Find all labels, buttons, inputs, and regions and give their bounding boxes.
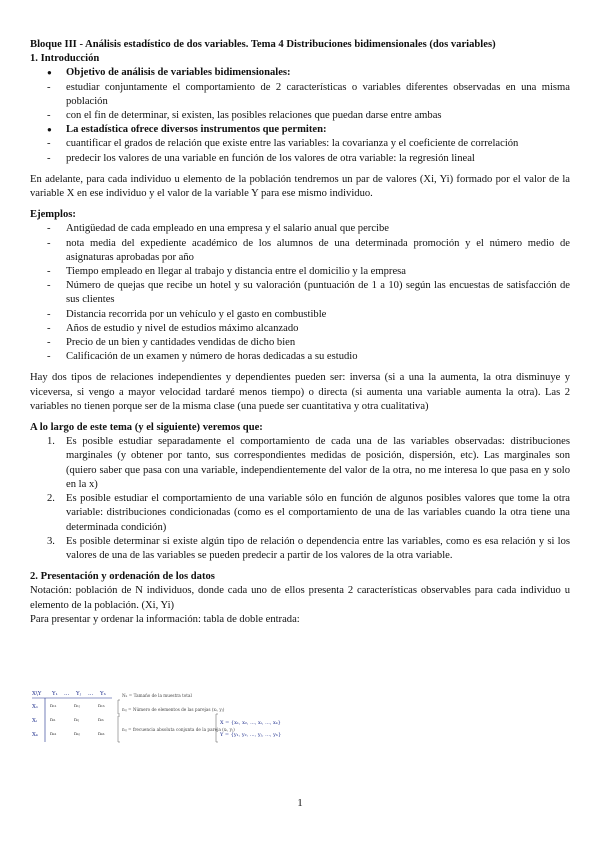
row-label: Xᵢ: [32, 718, 38, 724]
examples-heading: Ejemplos:: [30, 209, 76, 221]
cell-value: nₖₕ: [98, 732, 105, 737]
cell-value: nₖⱼ: [74, 732, 80, 737]
cell-value: n₁₁: [50, 704, 57, 709]
set-y: Y = {y₁, y₂, ..., yⱼ, ..., yₕ}: [220, 732, 282, 738]
topic-overview-heading: A lo largo de este tema (y el siguiente) veremos que:: [30, 422, 263, 434]
cell-value: n₁ⱼ: [74, 704, 81, 709]
double-entry-table-figure: [30, 688, 330, 748]
list-item: 2. Es posible estudiar el comportamiento de una variable sólo en función de algunos posibles valores que tome la otra variable: distribuciones condicionadas (como es el comportamiento de una de las variables cuando la otra tiene una determinada condición): [47, 493, 570, 533]
figure-note: Nₙ = Tamaño de la muestra total: [122, 693, 192, 698]
objective-bullet-list: [30, 66, 570, 80]
col-label: Y₁: [52, 691, 58, 697]
page-number: 1: [297, 797, 303, 809]
list-item: - nota media del expediente académico de los alumnos de una determinada promoción y el número medio de asignaturas aprobadas por año: [30, 237, 570, 265]
list-item: - con el fin de determinar, si existen, las posibles relaciones que puedan darse entre ambas: [30, 109, 570, 123]
set-x: X = {x₁, x₂, ..., xᵢ, ..., xₖ}: [220, 720, 281, 726]
corner-label: X\Y: [32, 691, 42, 697]
section-presentacion: 2. Presentación y ordenación de los datos: [30, 571, 215, 583]
list-item: - predecir los valores de una variable en función de los valores de otra variable: la regresión lineal: [30, 152, 570, 166]
list-item: - Años de estudio y nivel de estudios máximo alcanzado: [30, 322, 570, 336]
row-label: Xₖ: [32, 732, 38, 738]
topic-overview-list: [30, 435, 570, 563]
col-label: ...: [64, 691, 70, 697]
col-label: ...: [88, 691, 94, 697]
list-item: - Precio de un bien y cantidades vendidas de dicho bien: [30, 336, 570, 350]
cell-value: n₁ₕ: [98, 704, 105, 709]
list-item: - Antigüedad de cada empleado en una empresa y el salario anual que percibe: [30, 222, 570, 236]
tools-list: [30, 137, 570, 165]
list-item: - Distancia recorrida por un vehículo y el gasto en combustible: [30, 308, 570, 322]
list-item: - Tiempo empleado en llegar al trabajo y distancia entre el domicilio y la empresa: [30, 265, 570, 279]
tools-heading: ● La estadística ofrece diversos instrumentos que permiten:: [30, 123, 570, 137]
row-label: X₁: [32, 704, 39, 710]
cell-value: nᵢₕ: [98, 718, 104, 723]
list-item: - estudiar conjuntamente el comportamiento de 2 características o variables diferentes observadas en una misma población: [30, 81, 570, 109]
objective-list: [30, 81, 570, 124]
figure-note: nᵢⱼ = frecuencia absoluta conjunta de la pareja (xᵢ, yⱼ): [122, 727, 235, 732]
section-introduccion: 1. Introducción: [30, 53, 100, 65]
relation-types-paragraph: Hay dos tipos de relaciones independientes y dependientes pueden ser: inversa (si a una la aumenta, la otra disminuye y viceversa, si vengo a mayor velocidad tardaré menos tiempo) o directa (si aumenta una variable aumenta la otra). Las 2 variables no tienen porque ser de la misma clase (una puede ser cuantitativa y otra cualitativa): [30, 372, 570, 412]
pairs-paragraph: En adelante, para cada individuo u elemento de la población tendremos un par de valores (Xi, Yi) formado por el valor de la variable X en ese individuo y el valor de la variable Y para ese mismo individuo.: [30, 173, 570, 200]
list-item: 1. Es posible estudiar separadamente el comportamiento de cada una de las variables observadas: distribuciones marginales (y obtener por tanto, sus correspondientes medidas de posición, dispersión, etc). Las marginales son (quiero saber que pasa con una variable, independientemente del valor de la otra, no me interesa lo que pasa en y solo en la x): [47, 436, 570, 490]
cell-value: nₖ₁: [50, 732, 57, 737]
table-intro-text: Para presentar y ordenar la información: tabla de doble entrada:: [30, 613, 300, 625]
cell-value: nᵢⱼ: [74, 718, 80, 723]
examples-list: [30, 222, 570, 364]
document-title: Bloque III - Análisis estadístico de dos variables. Tema 4 Distribuciones bidimensionales (dos variables): [30, 39, 496, 50]
list-item: - Calificación de un examen y número de horas dedicadas a su estudio: [30, 350, 570, 364]
list-item: - Número de quejas que recibe un hotel y su valoración (puntuación de 1 a 10) según las encuestas de satisfacción de sus clientes: [30, 279, 570, 307]
figure-note: nᵢⱼ = Número de elementos de las parejas (xᵢ, yⱼ): [122, 707, 225, 712]
col-label: Yⱼ: [76, 691, 82, 697]
col-label: Yₕ: [100, 691, 107, 697]
tools-bullet-list: [30, 123, 570, 137]
document-page: [30, 38, 570, 627]
list-item: 3. Es posible determinar si existe algún tipo de relación o dependencia entre las variables, como es esa relación y si los valores de una de las variables se pueden predecir a partir de los valores de la otra variable.: [47, 535, 570, 561]
notation-paragraph: Notación: población de N individuos, donde cada uno de ellos presenta 2 características observables para cada individuo u elemento de la población. (Xi, Yi): [30, 585, 570, 611]
cell-value: nᵢ₁: [50, 718, 56, 723]
list-item: - cuantificar el grados de relación que existe entre las variables: la covarianza y el coeficiente de correlación: [30, 137, 570, 151]
objective-heading: ● Objetivo de análisis de variables bidimensionales:: [30, 66, 570, 80]
